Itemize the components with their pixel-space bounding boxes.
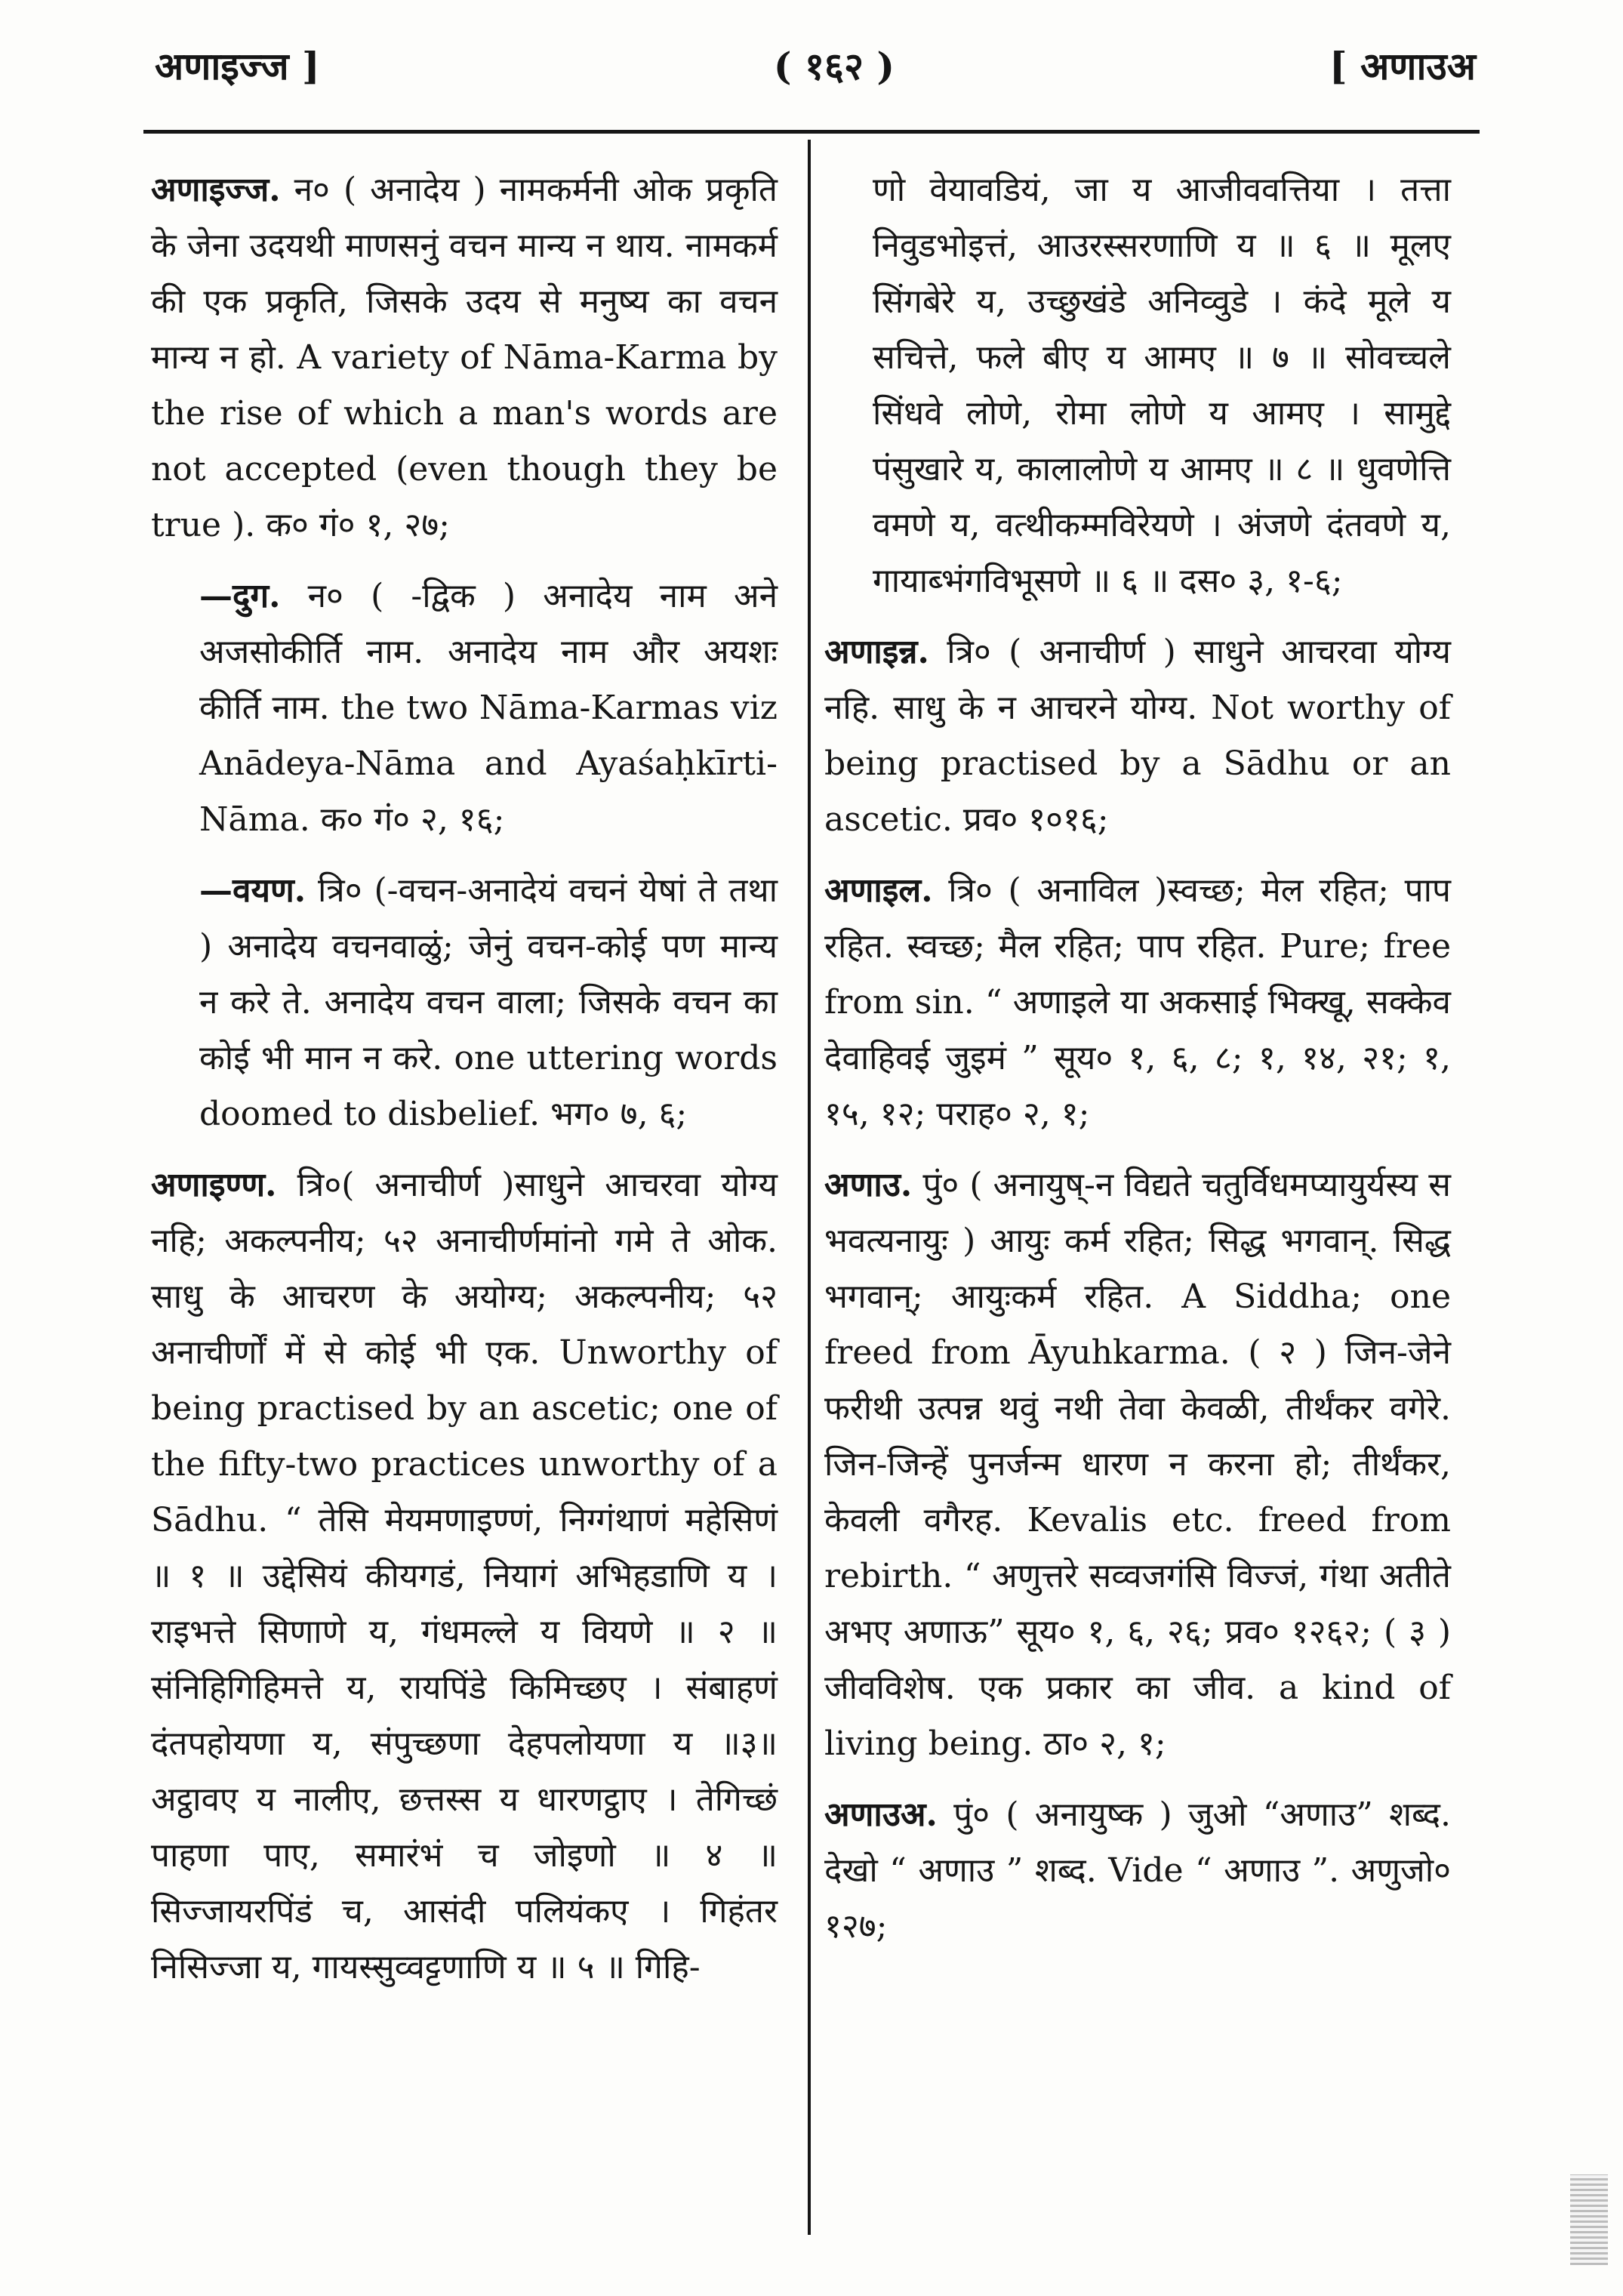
entry-headword: अणाइण्ण. [151,1166,277,1204]
dictionary-entry [824,863,1451,1142]
page-number: ( १६२ ) [773,44,895,88]
entry-text: न० ( -द्विक ) अनादेय नाम अने अजसोकीर्ति नाम. अनादेय नाम और अयशः कीर्ति नाम. the two Nāma-Karmas viz Anādeya-Nāma and Ayaśaḥkīrti-Nāma. क० गं० २, १६; [199,577,778,839]
entry-text: त्रि० ( अनाचीर्ण ) साधुने आचरवा योग्य नहि. साधु के न आचरने योग्य. Not worthy of being practised by a Sādhu or an ascetic. प्रव० १०१६; [824,633,1451,839]
entry-text: त्रि० ( अनाविल )स्वच्छ; मेल रहित; पाप रहित. स्वच्छ; मैल रहित; पाप रहित. Pure; free from sin. “ अणाइले या अकसाई भिक्खू, सक्केव देवाहिवई जुइमं ” सूय० १, ६, ८; १, १४, २१; १, १५, १२; पराह० २, १; [824,871,1451,1133]
entry-text: णो वेयावडियं, जा य आजीववत्तिया । तत्ता निवुडभोइत्तं, आउरस्सरणाणि य ॥ ६ ॥ मूलए सिंगबेरे य, उच्छुखंडे अनिव्वुडे । कंदे मूले य सचित्ते, फले बीए य आमए ॥ ७ ॥ सोवच्चले सिंधवे लोणे, रोमा लोणे य आमए । सामुद्दे पंसुखारे य, कालालोणे य आमए ॥ ८ ॥ धुवणेत्ति वमणे य, वत्थीकम्मविरेयणे । अंजणे दंतवणे य, गायाब्भंगविभूसणे ॥ ६ ॥ दस० ३, १-६; [873,171,1451,600]
right-column [824,162,1451,1970]
header-rule [143,130,1480,134]
entry-headword: अणाउ. [824,1166,913,1204]
scan-edge-artifact [1570,2174,1608,2265]
subentry-headword: —दुग. [199,577,281,615]
entry-text: त्रि०( अनाचीर्ण )साधुने आचरवा योग्य नहि; अकल्पनीय; ५२ अनाचीर्णमांनो गमे ते ओक. साधु के आचरण के अयोग्य; अकल्पनीय; ५२ अनाचीर्णों में से कोई भी एक. Unworthy of being practised by an ascetic; one of the fifty-two practices unworthy of a Sādhu. “ तेसि मेयमणाइण्णं, निग्गंथाणं महेसिणं ॥ १ ॥ उद्देसियं कीयगडं, नियागं अभिहडाणि य । राइभत्ते सिणाणे य, गंधमल्ले य वियणे ॥ २ ॥ संनिहिगिहिमत्ते य, रायपिंडे किमिच्छए । संबाहणं दंतपहोयणा य, संपुच्छणा देहपलोयणा य ॥३॥ अट्ठावए य नालीए, छत्तस्स य धारणट्ठाए । तेगिच्छं पाहणा पाए, समारंभं च जोइणो ॥ ४ ॥ सिज्जायरपिंडं च, आसंदी पलियंकए । गिहंतर निसिज्जा य, गायस्सुव्वट्टणाणि य ॥ ५ ॥ गिहि- [151,1166,778,1986]
dictionary-entry-continuation [824,162,1451,609]
entry-headword: अणाउअ. [824,1795,938,1834]
dictionary-entry [824,624,1451,848]
left-column [151,162,778,2011]
entry-text: पुं० ( अनायुष्-न विद्यते चतुर्विधमप्यायुर्यस्य स भवत्यनायुः ) आयुः कर्म रहित; सिद्ध भगवान्. सिद्ध भगवान्; आयुःकर्म रहित. A Siddha; one freed from Āyuhkarma. ( २ ) जिन-जेने फरीथी उत्पन्न थवुं नथी तेवा केवळी, तीर्थंकर वगेरे. जिन-जिन्हें पुनर्जन्म धारण न करना हो; तीर्थंकर, केवली वगैरह. Kevalis etc. freed from rebirth. “ अणुत्तरे सव्वजगंसि विज्जं, गंथा अतीते अभए अणाऊ” सूय० १, ६, २६; प्रव० १२६२; ( ३ ) जीवविशेष. एक प्रकार का जीव. a kind of living being. ठा० २, १; [824,1166,1451,1763]
dictionary-subentry [151,863,778,1142]
entry-headword: अणाइज्ज. [151,171,281,209]
entry-text: पुं० ( अनायुष्क ) जुओ “अणाउ” शब्द. देखो “ अणाउ ” शब्द. Vide “ अणाउ ”. अणुजो० १२७; [824,1795,1451,1946]
entry-headword: अणाइन्न. [824,633,929,671]
dictionary-subentry [151,569,778,848]
dictionary-entry [151,162,778,553]
dictionary-entry [824,1157,1451,1772]
page-header [147,30,1476,98]
subentry-headword: —वयण. [199,871,306,910]
entry-text: त्रि० (-वचन-अनादेयं वचनं येषां ते तथा ) अनादेय वचनवाळुं; जेनुं वचन-कोई पण मान्य न करे ते. अनादेय वचन वाला; जिसके वचन का कोई भी मान न करे. one uttering words doomed to disbelief. भग० ७, ६; [199,871,778,1133]
dictionary-entry [824,1787,1451,1955]
entry-text: न० ( अनादेय ) नामकर्मनी ओक प्रकृति के जेना उदयथी माणसनुं वचन मान्य न थाय. नामकर्म की एक प्रकृति, जिसके उदय से मनुष्य का वचन मान्य न हो. A variety of Nāma-Karma by the rise of which a man's words are not accepted (even though they be true ). क० गं० १, २७; [151,171,778,544]
dictionary-entry [151,1157,778,1996]
column-divider [808,140,811,2235]
entry-headword: अणाइल. [824,871,933,910]
header-right-guideword: [ अणाउअ [1329,44,1476,88]
header-left-guideword: अणाइज्ज ] [155,44,320,88]
